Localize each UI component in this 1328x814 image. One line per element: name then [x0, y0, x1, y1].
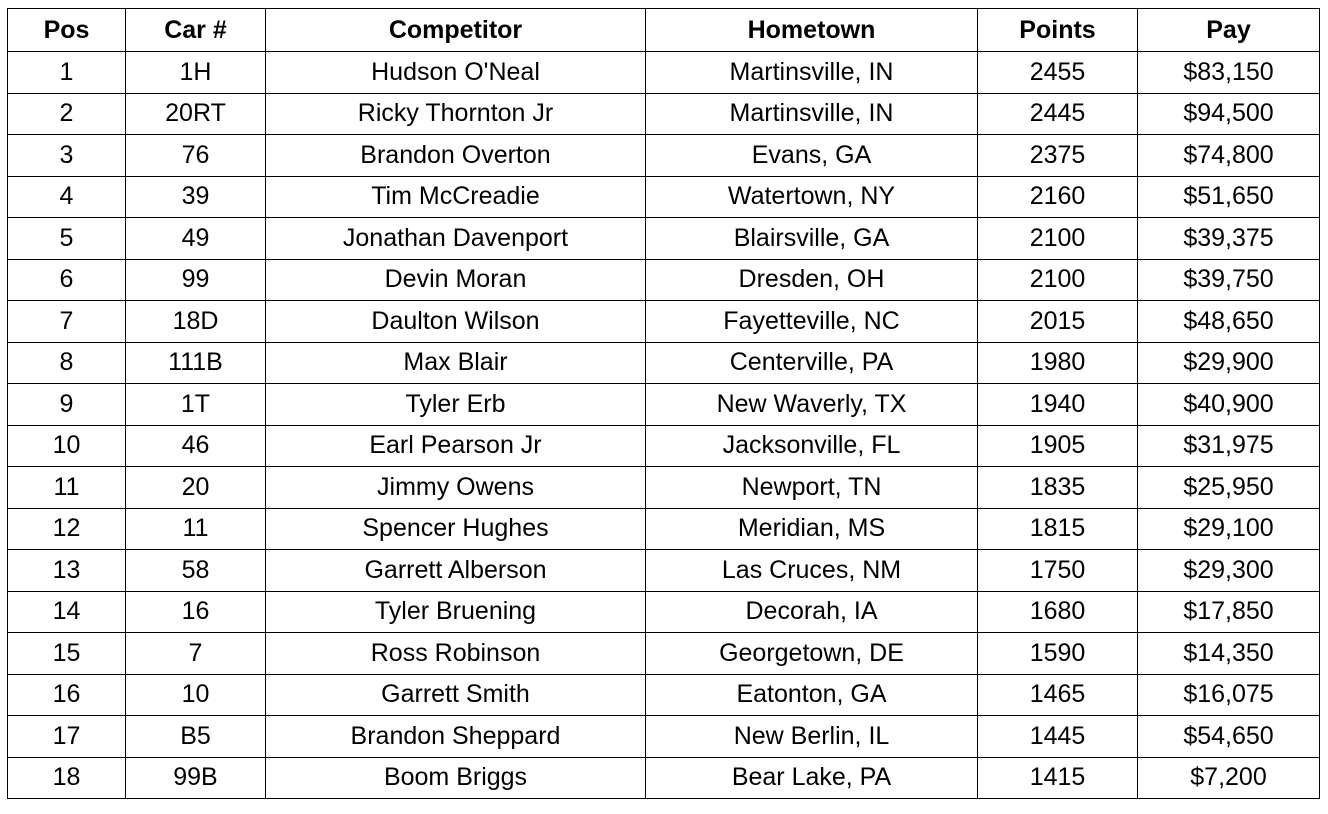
- cell-car-number: 16: [126, 591, 266, 633]
- cell-car-number: 1T: [126, 384, 266, 426]
- cell-pos: 1: [8, 52, 126, 94]
- standings-table: [7, 8, 1320, 799]
- cell-car-number: 39: [126, 176, 266, 218]
- cell-car-number: 11: [126, 508, 266, 550]
- cell-pos: 16: [8, 674, 126, 716]
- cell-hometown: Evans, GA: [646, 135, 978, 177]
- cell-competitor: Brandon Overton: [266, 135, 646, 177]
- cell-hometown: Newport, TN: [646, 467, 978, 509]
- table-row: [8, 508, 1320, 550]
- table-row: [8, 93, 1320, 135]
- table-row: [8, 259, 1320, 301]
- cell-competitor: Spencer Hughes: [266, 508, 646, 550]
- table-row: [8, 301, 1320, 343]
- table-row: [8, 135, 1320, 177]
- cell-car-number: 18D: [126, 301, 266, 343]
- cell-pos: 2: [8, 93, 126, 135]
- table-row: [8, 52, 1320, 94]
- cell-competitor: Jonathan Davenport: [266, 218, 646, 260]
- cell-pay: $29,300: [1138, 550, 1320, 592]
- cell-car-number: 7: [126, 633, 266, 675]
- cell-pos: 11: [8, 467, 126, 509]
- cell-points: 1750: [978, 550, 1138, 592]
- cell-hometown: Martinsville, IN: [646, 93, 978, 135]
- cell-points: 2015: [978, 301, 1138, 343]
- cell-competitor: Garrett Alberson: [266, 550, 646, 592]
- cell-points: 1445: [978, 716, 1138, 758]
- cell-hometown: Martinsville, IN: [646, 52, 978, 94]
- header-row: [8, 9, 1320, 52]
- cell-points: 2375: [978, 135, 1138, 177]
- cell-car-number: 49: [126, 218, 266, 260]
- cell-car-number: 20RT: [126, 93, 266, 135]
- header-pay: Pay: [1138, 9, 1320, 52]
- cell-pos: 8: [8, 342, 126, 384]
- cell-pay: $25,950: [1138, 467, 1320, 509]
- cell-points: 1680: [978, 591, 1138, 633]
- cell-competitor: Ross Robinson: [266, 633, 646, 675]
- cell-points: 1815: [978, 508, 1138, 550]
- table-body: [8, 52, 1320, 799]
- cell-points: 1905: [978, 425, 1138, 467]
- header-competitor: Competitor: [266, 9, 646, 52]
- table-row: [8, 674, 1320, 716]
- cell-points: 1940: [978, 384, 1138, 426]
- table-row: [8, 218, 1320, 260]
- table-row: [8, 342, 1320, 384]
- cell-pay: $94,500: [1138, 93, 1320, 135]
- table-row: [8, 591, 1320, 633]
- cell-pos: 17: [8, 716, 126, 758]
- cell-competitor: Tyler Erb: [266, 384, 646, 426]
- cell-points: 1980: [978, 342, 1138, 384]
- cell-pay: $39,375: [1138, 218, 1320, 260]
- header-hometown: Hometown: [646, 9, 978, 52]
- cell-pay: $74,800: [1138, 135, 1320, 177]
- cell-points: 2160: [978, 176, 1138, 218]
- table-row: [8, 176, 1320, 218]
- cell-pay: $40,900: [1138, 384, 1320, 426]
- table-row: [8, 550, 1320, 592]
- cell-hometown: Las Cruces, NM: [646, 550, 978, 592]
- cell-points: 1590: [978, 633, 1138, 675]
- cell-pay: $7,200: [1138, 757, 1320, 799]
- cell-points: 1465: [978, 674, 1138, 716]
- cell-hometown: New Berlin, IL: [646, 716, 978, 758]
- cell-hometown: Watertown, NY: [646, 176, 978, 218]
- cell-pos: 3: [8, 135, 126, 177]
- cell-hometown: Eatonton, GA: [646, 674, 978, 716]
- cell-pay: $16,075: [1138, 674, 1320, 716]
- cell-pos: 7: [8, 301, 126, 343]
- cell-pay: $17,850: [1138, 591, 1320, 633]
- cell-points: 2445: [978, 93, 1138, 135]
- cell-car-number: 10: [126, 674, 266, 716]
- cell-competitor: Hudson O'Neal: [266, 52, 646, 94]
- cell-pos: 12: [8, 508, 126, 550]
- cell-pay: $51,650: [1138, 176, 1320, 218]
- cell-competitor: Garrett Smith: [266, 674, 646, 716]
- cell-pos: 6: [8, 259, 126, 301]
- cell-pos: 9: [8, 384, 126, 426]
- table-header: [8, 9, 1320, 52]
- cell-pos: 13: [8, 550, 126, 592]
- table-row: [8, 757, 1320, 799]
- cell-pos: 14: [8, 591, 126, 633]
- header-car-number: Car #: [126, 9, 266, 52]
- cell-pos: 15: [8, 633, 126, 675]
- cell-points: 1415: [978, 757, 1138, 799]
- cell-hometown: Bear Lake, PA: [646, 757, 978, 799]
- cell-pay: $31,975: [1138, 425, 1320, 467]
- cell-competitor: Ricky Thornton Jr: [266, 93, 646, 135]
- cell-car-number: 20: [126, 467, 266, 509]
- cell-car-number: 58: [126, 550, 266, 592]
- cell-hometown: Georgetown, DE: [646, 633, 978, 675]
- cell-pay: $14,350: [1138, 633, 1320, 675]
- cell-car-number: 99B: [126, 757, 266, 799]
- header-points: Points: [978, 9, 1138, 52]
- table-row: [8, 384, 1320, 426]
- cell-points: 1835: [978, 467, 1138, 509]
- cell-hometown: Centerville, PA: [646, 342, 978, 384]
- header-pos: Pos: [8, 9, 126, 52]
- table-row: [8, 467, 1320, 509]
- cell-pay: $39,750: [1138, 259, 1320, 301]
- cell-car-number: 99: [126, 259, 266, 301]
- cell-pay: $83,150: [1138, 52, 1320, 94]
- cell-points: 2100: [978, 218, 1138, 260]
- cell-car-number: 46: [126, 425, 266, 467]
- cell-competitor: Boom Briggs: [266, 757, 646, 799]
- cell-competitor: Jimmy Owens: [266, 467, 646, 509]
- cell-competitor: Max Blair: [266, 342, 646, 384]
- cell-pos: 4: [8, 176, 126, 218]
- cell-car-number: B5: [126, 716, 266, 758]
- cell-competitor: Tim McCreadie: [266, 176, 646, 218]
- cell-competitor: Daulton Wilson: [266, 301, 646, 343]
- cell-hometown: Fayetteville, NC: [646, 301, 978, 343]
- cell-points: 2100: [978, 259, 1138, 301]
- cell-pos: 18: [8, 757, 126, 799]
- cell-hometown: Meridian, MS: [646, 508, 978, 550]
- cell-hometown: Jacksonville, FL: [646, 425, 978, 467]
- cell-car-number: 76: [126, 135, 266, 177]
- cell-hometown: Blairsville, GA: [646, 218, 978, 260]
- cell-pos: 10: [8, 425, 126, 467]
- table-row: [8, 716, 1320, 758]
- cell-car-number: 111B: [126, 342, 266, 384]
- cell-hometown: Decorah, IA: [646, 591, 978, 633]
- cell-pos: 5: [8, 218, 126, 260]
- table-row: [8, 425, 1320, 467]
- cell-pay: $54,650: [1138, 716, 1320, 758]
- cell-pay: $29,100: [1138, 508, 1320, 550]
- cell-competitor: Devin Moran: [266, 259, 646, 301]
- cell-competitor: Earl Pearson Jr: [266, 425, 646, 467]
- cell-competitor: Brandon Sheppard: [266, 716, 646, 758]
- cell-car-number: 1H: [126, 52, 266, 94]
- cell-pay: $48,650: [1138, 301, 1320, 343]
- cell-hometown: New Waverly, TX: [646, 384, 978, 426]
- cell-hometown: Dresden, OH: [646, 259, 978, 301]
- cell-pay: $29,900: [1138, 342, 1320, 384]
- cell-competitor: Tyler Bruening: [266, 591, 646, 633]
- cell-points: 2455: [978, 52, 1138, 94]
- table-row: [8, 633, 1320, 675]
